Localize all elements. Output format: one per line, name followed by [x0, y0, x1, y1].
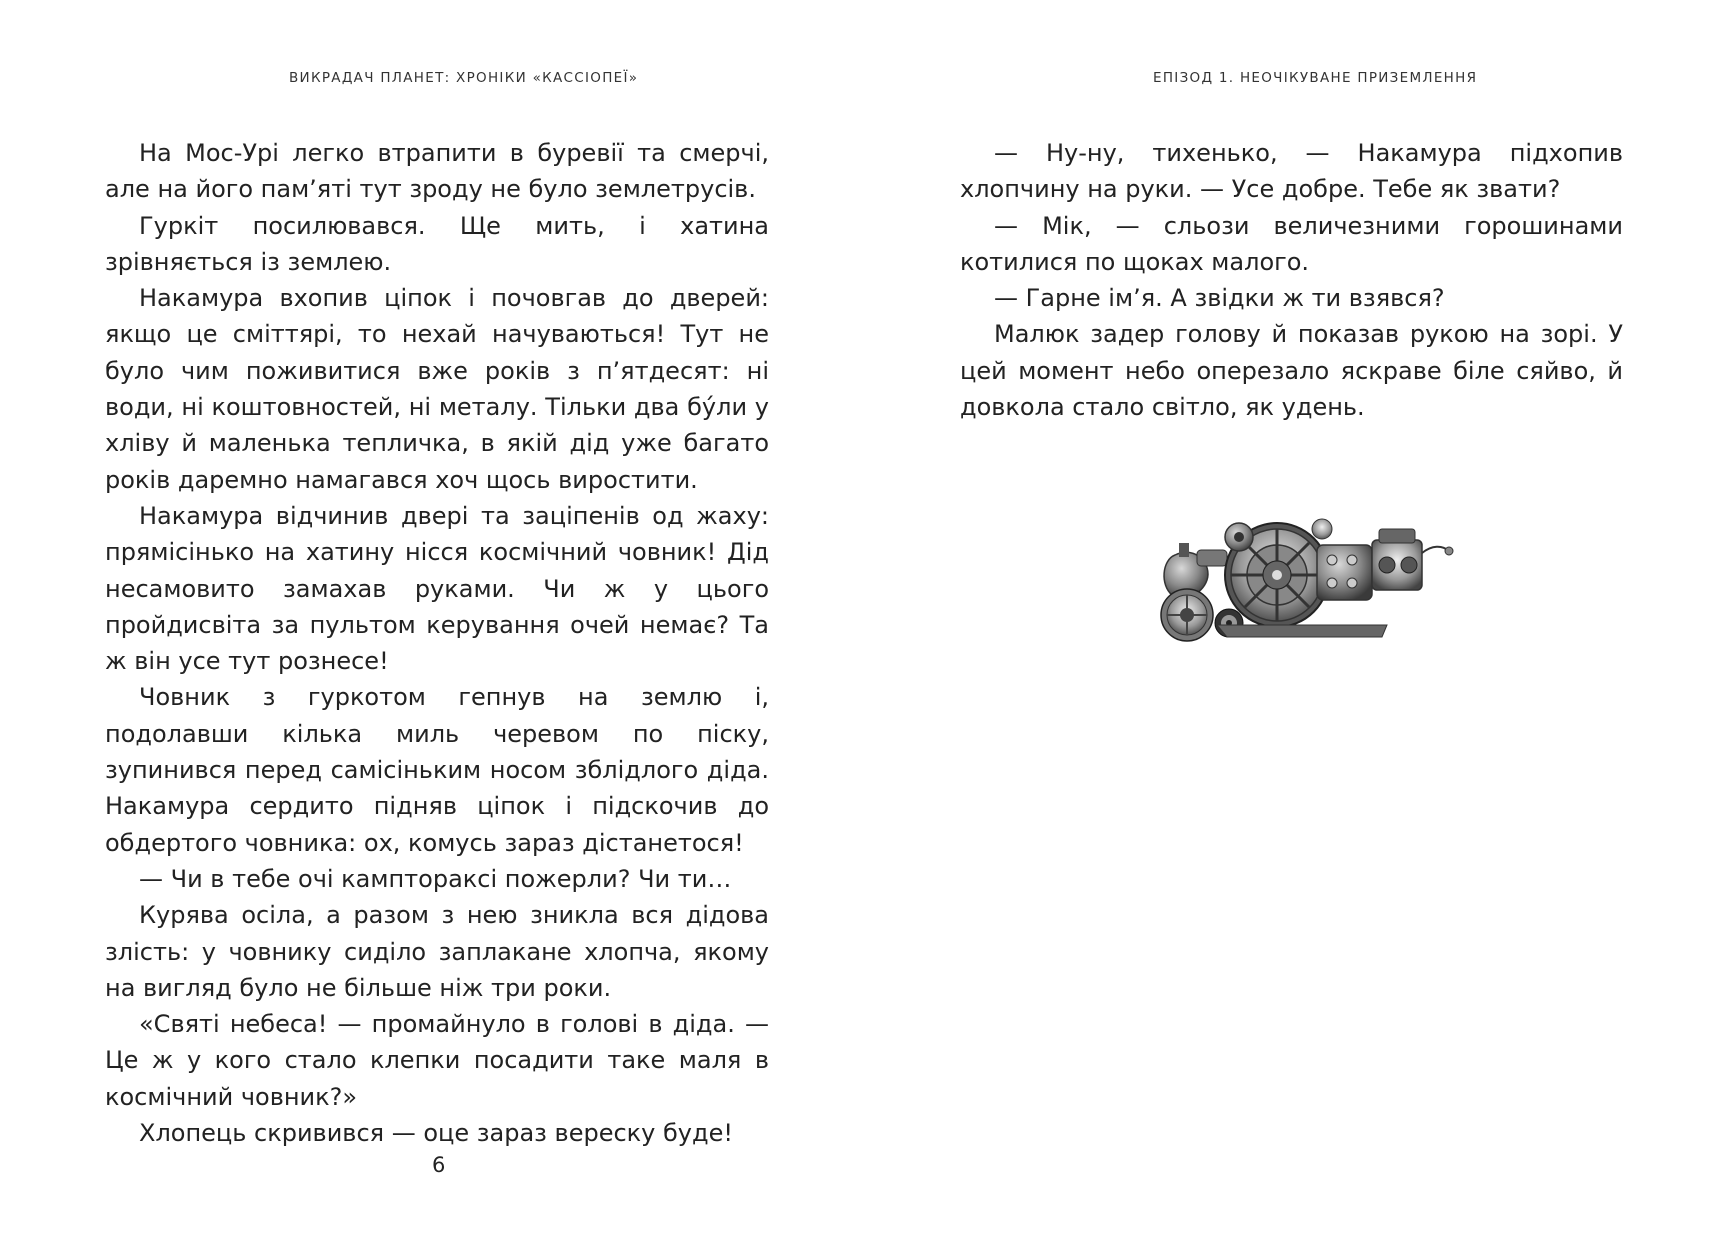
paragraph: Курява осіла, а разом з нею зникла вся дідова злість: у човнику сиділо заплакане хлопча, якому на вигляд було не більше ніж три роки. [105, 901, 769, 1002]
body-text-left [105, 135, 769, 1151]
paragraph: — Ну-ну, тихенько, — Накамура підхопив хлопчину на руки. — Усе добре. Тебе як звати? [960, 139, 1623, 204]
paragraph: Накамура вхопив ціпок і почовгав до дверей: якщо це сміттярі, то нехай начуваються! Тут не було чим поживитися вже років з п’ятдесят: ні води, ні коштовностей, ні металу. Тільки два бу́ли у хліву й маленька тепличка, в якій дід уже багато років даремно намагався хоч щось виростити. [105, 284, 769, 494]
paragraph: — Гарне ім’я. А звідки ж ти взявся? [994, 284, 1445, 313]
gears-machine-icon [1157, 515, 1457, 655]
paragraph: Гуркіт посилювався. Ще мить, і хатина зрівняється із землею. [105, 211, 769, 276]
right-page [857, 0, 1713, 1241]
paragraph: Накамура відчинив двері та заціпенів од жаху: прямісінько на хатину нісся космічний човник! Дід несамовито замахав руками. Чи ж у цього пройдисвіта за пультом керування очей немає? Та ж він усе тут рознесе! [105, 501, 769, 676]
page-number: 6 [432, 1153, 446, 1177]
paragraph: На Мос-Урі легко втрапити в буревії та смерчі, але на його пам’яті тут зроду не було землетрусів. [105, 139, 769, 204]
running-head-right: ЕПІЗОД 1. НЕОЧІКУВАНЕ ПРИЗЕМЛЕННЯ [1153, 70, 1478, 86]
paragraph: Малюк задер голову й показав рукою на зорі. У цей момент небо оперезало яскраве біле сяйво, й довкола стало світло, як удень. [960, 320, 1623, 422]
paragraph: — Чи в тебе очі камптораксі пожерли? Чи ти… [139, 864, 732, 893]
running-head-left: ВИКРАДАЧ ПЛАНЕТ: ХРОНІКИ «КАССІОПЕЇ» [289, 70, 639, 86]
paragraph: Хлопець скривився — оце зараз вереску буде! [139, 1119, 733, 1148]
paragraph: — Мік, — сльози величезними горошинами котилися по щоках малого. [960, 211, 1623, 276]
body-text-right [960, 135, 1623, 425]
paragraph: «Святі небеса! — промайнуло в голові в діда. — Це ж у кого стало клепки посадити таке маля в космічний човник?» [105, 1010, 769, 1111]
paragraph: Човник з гуркотом гепнув на землю і, подолавши кілька миль черевом по піску, зупинився перед самісіньким носом зблідлого діда. Накамура сердито підняв ціпок і підскочив до обдертого човника: ох, комусь зараз дістанетося! [105, 683, 769, 857]
